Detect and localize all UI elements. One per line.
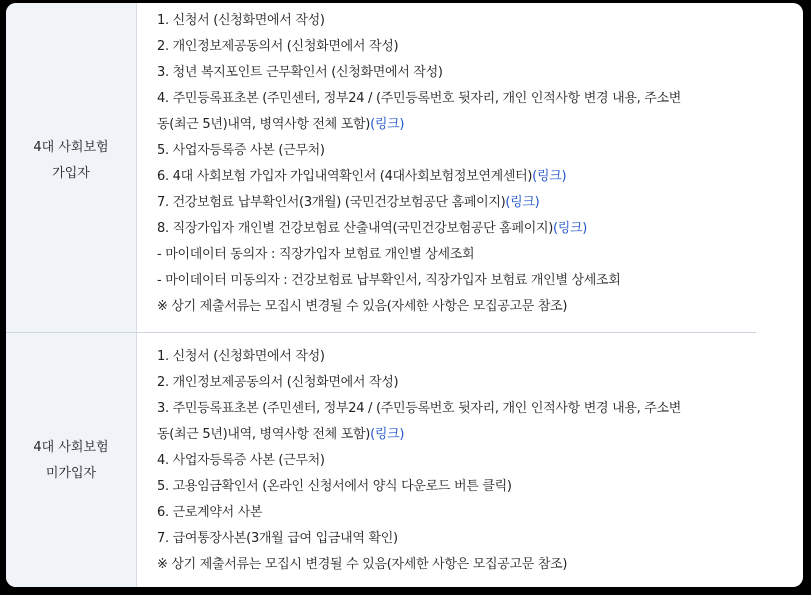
list-item [157,112,747,138]
list-item [157,500,747,526]
list-item [157,344,747,370]
health-premium-receipt-link[interactable]: (링크) [505,195,540,210]
list-item-text: 동(최근 5년)내역, 병역사항 전체 포함) [157,427,371,442]
list-item-text: 5. 고용임금확인서 (온라인 신청서에서 양식 다운로드 버튼 클릭) [157,479,512,494]
list-item [157,190,747,216]
list-item-text: 2. 개인정보제공동의서 (신청화면에서 작성) [157,375,399,390]
list-item [157,34,747,60]
list-item [157,8,747,34]
list-item-text: 2. 개인정보제공동의서 (신청화면에서 작성) [157,39,399,54]
list-item-text: 6. 4대 사회보험 가입자 가입내역확인서 (4대사회보험정보연계센터) [157,169,533,184]
list-item-text: 동(최근 5년)내역, 병역사항 전체 포함) [157,117,371,132]
list-item [157,242,747,268]
list-item [157,370,747,396]
document-list-uninsured [157,344,747,578]
list-item-text: 4. 주민등록표초본 (주민센터, 정부24 / (주민등록번호 뒷자리, 개인 인적사항 변경 내용, 주소변 [157,91,682,106]
row-label-line1: 4대 사회보험 [33,140,109,155]
list-item [157,216,747,242]
row-label-line2: 미가입자 [45,466,97,481]
row-label-line2: 가입자 [52,166,90,181]
list-item [157,86,747,112]
list-item [157,448,747,474]
list-item-text: 7. 급여통장사본(3개월 급여 입금내역 확인) [157,531,398,546]
list-item [157,268,747,294]
list-item [157,164,747,190]
list-item-text: ※ 상기 제출서류는 모집시 변경될 수 있음(자세한 사항은 모집공고문 참조) [157,557,568,572]
list-item [157,396,747,422]
resident-register-link[interactable]: (링크) [370,117,405,132]
documents-table [6,3,803,587]
list-item-text: 1. 신청서 (신청화면에서 작성) [157,349,325,364]
row-label-uninsured [6,435,136,487]
list-item-note [157,294,747,320]
list-item [157,138,747,164]
list-item-text: 3. 주민등록표초본 (주민센터, 정부24 / (주민등록번호 뒷자리, 개인 인적사항 변경 내용, 주소변 [157,401,682,416]
list-item-note [157,552,747,578]
list-item [157,526,747,552]
list-item-text: 5. 사업자등록증 사본 (근무처) [157,143,325,158]
row-label-insured [6,135,136,187]
list-item-text: - 마이데이터 동의자 : 직장가입자 보험료 개인별 상세조회 [157,247,475,262]
insurance-history-link[interactable]: (링크) [532,169,567,184]
list-item-text: 7. 건강보험료 납부확인서(3개월) (국민건강보험공단 홈페이지) [157,195,506,210]
list-item [157,422,747,448]
row-divider [6,332,756,333]
document-list-insured [157,8,747,320]
premium-calculation-link[interactable]: (링크) [553,221,588,236]
list-item-text: - 마이데이터 미동의자 : 건강보험료 납부확인서, 직장가입자 보험료 개인별 상세조회 [157,273,621,288]
list-item [157,474,747,500]
row-label-line1: 4대 사회보험 [33,440,109,455]
list-item-text: 3. 청년 복지포인트 근무확인서 (신청화면에서 작성) [157,65,443,80]
label-column [6,3,137,587]
list-item-text: 1. 신청서 (신청화면에서 작성) [157,13,325,28]
list-item [157,60,747,86]
list-item-text: ※ 상기 제출서류는 모집시 변경될 수 있음(자세한 사항은 모집공고문 참조) [157,299,568,314]
list-item-text: 6. 근로계약서 사본 [157,505,263,520]
resident-register-link[interactable]: (링크) [370,427,405,442]
list-item-text: 4. 사업자등록증 사본 (근무처) [157,453,325,468]
list-item-text: 8. 직장가입자 개인별 건강보험료 산출내역(국민건강보험공단 홈페이지) [157,221,553,236]
